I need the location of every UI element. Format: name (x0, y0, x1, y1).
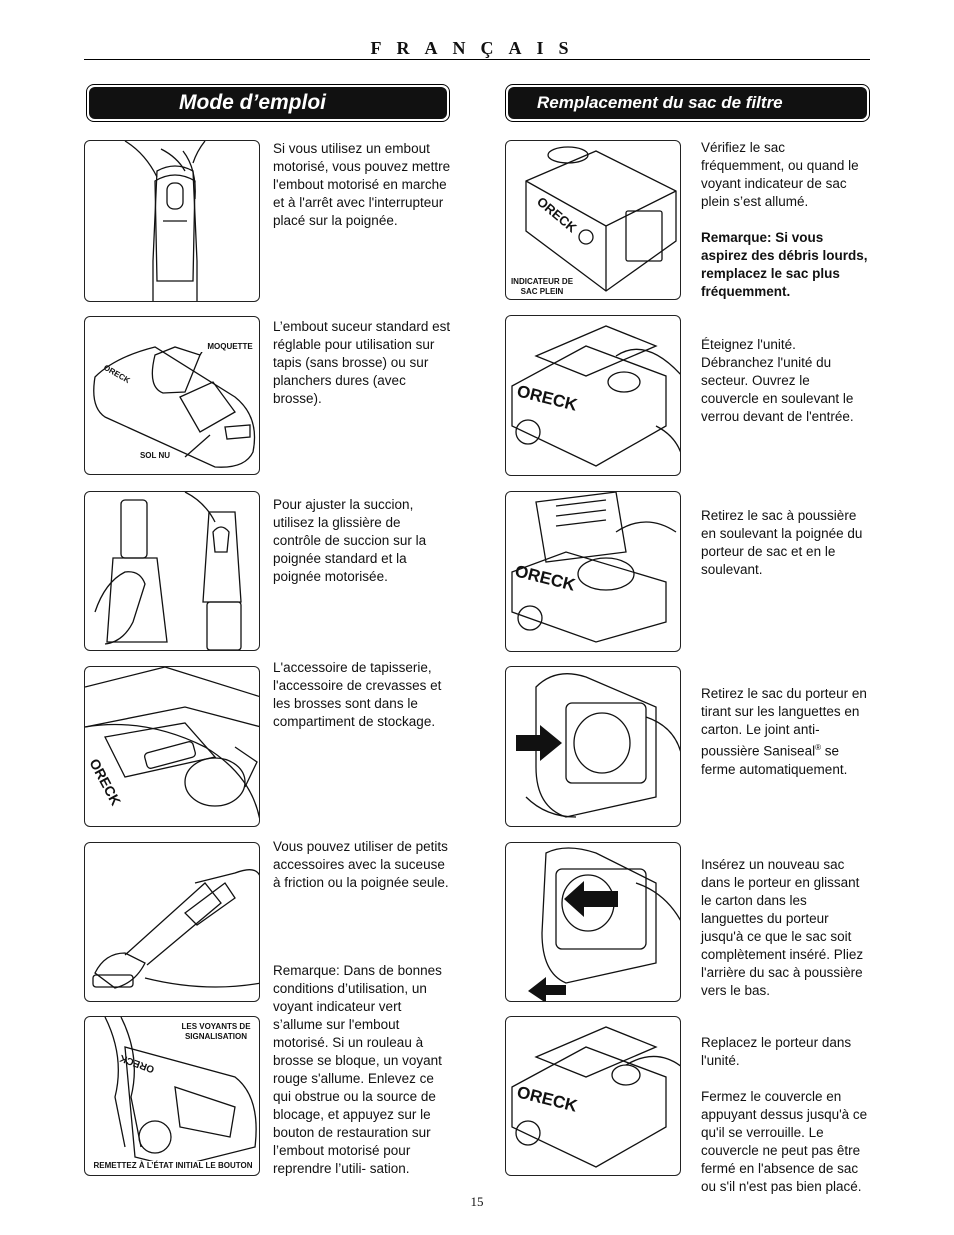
illustration-indicator-lights (84, 1016, 260, 1176)
text-indicator-note: Remarque: Dans de bonnes conditions d’utilisation, un voyant indicateur vert s’allume sur l'embout motorisé. Si un rouleau à brosse se bloque, un voyant rouge s'allume. Enlevez ce qui obstrue ou la source de blocage, et appuyez sur le bouton de restauration sur l’embout motorisé pour reprendre l’utili- sation. (273, 963, 442, 1176)
handle-switch-drawing (85, 141, 260, 302)
left-section-title: Mode d’emploi (89, 87, 447, 119)
suction-slider-drawing (85, 492, 260, 651)
bag-indicator-brand-mark: ORECK (534, 193, 580, 236)
illustration-bag-full-indicator (505, 140, 681, 300)
header-rule (84, 59, 870, 60)
text-suction-control: Pour ajuster la succion, utilisez la glissière de contrôle de succion sur la poignée standard et la poignée motorisée. (273, 497, 427, 584)
storage-brand-mark: ORECK (86, 755, 125, 809)
open-cover-drawing (506, 316, 681, 476)
text-check-bag: Vérifiez le sac fréquemment, ou quand le voyant indicateur de sac plein s’est allumé. (701, 140, 859, 209)
label-bare-floor: SOL NU (133, 451, 177, 461)
illustration-suction-control (84, 491, 260, 651)
push-arrow-icon (516, 725, 562, 761)
open-cover-brand-mark: ORECK (515, 381, 580, 415)
label-indicator-lights: LES VOYANTS DE SIGNALISATION (173, 1022, 259, 1042)
text-small-accessories: Vous pouvez utiliser de petits accessoires avec la suceuse à friction ou la poignée seule. (273, 839, 449, 890)
close-cover-drawing (506, 1017, 681, 1176)
illustration-open-cover (505, 315, 681, 476)
close-cover-brand-mark: ORECK (515, 1082, 580, 1116)
remove-bag-drawing (506, 492, 681, 652)
text-replace-carrier: Replacez le porteur dans l'unité. (701, 1035, 852, 1068)
text-heavy-debris-note: Remarque: Si vous aspirez des débris lourds, remplacez le sac plus fréquemment. (701, 230, 868, 299)
text-bag-carrier-main: Retirez le sac du porteur en tirant sur les languettes en carton. Le joint anti-poussière Saniseal (701, 686, 867, 759)
right-section-header (505, 84, 870, 122)
page-number: 15 (470, 1194, 484, 1209)
registered-mark: ® (815, 743, 821, 752)
text-motor-switch: Si vous utilisez un embout motorisé, vous pouvez mettre l'embout motorisé en marche et à l'arrêt avec l'interrupteur placé sur la poignée. (273, 141, 451, 228)
text-insert-bag: Insérez un nouveau sac dans le porteur en glissant le carton dans les languettes du porteur jusqu'à ce que le sac soit complètement inséré. Pliez l'arrière du sac à poussière vers le bas. (701, 857, 864, 998)
left-section-header (86, 84, 450, 122)
illustration-small-accessories (84, 842, 260, 1002)
small-accessory-drawing (85, 843, 260, 1002)
powerhead-brand-mark: ORECK (118, 1051, 157, 1075)
illustration-storage-compartment (84, 666, 260, 827)
text-close-cover: Fermez le couvercle en appuyant dessus jusqu'à ce qu'il se verrouille. Le couvercle ne peut pas être fermé en l'absence de sac ou s'il n'est pas bien placé. (701, 1089, 868, 1194)
bag-carrier-drawing (506, 667, 681, 827)
text-bag-carrier-end: se ferme automatiquement. (701, 743, 848, 777)
language-header: FRANÇAIS (370, 38, 584, 58)
illustration-insert-bag (505, 842, 681, 1002)
text-open-cover: Éteignez l'unité. Débranchez l'unité du secteur. Ouvrez le couvercle en soulevant le verrou devant de l'entrée. (701, 337, 854, 424)
text-remove-bag: Retirez le sac à poussière en soulevant la poignée du porteur de sac et en le soulevant. (701, 508, 863, 577)
label-bag-full-indicator: INDICATEUR DE SAC PLEIN (508, 277, 576, 297)
nozzle-brand-mark: ORECK (102, 362, 132, 386)
label-carpet: MOQUETTE (201, 342, 259, 352)
text-bag-carrier (701, 685, 871, 779)
text-standard-nozzle: L’embout suceur standard est réglable pour utilisation sur tapis (sans brosse) ou sur planchers dures (avec brosse). (273, 319, 451, 406)
text-storage: L'accessoire de tapisserie, l'accessoire de crevasses et les brosses sont dans le compartiment de stockage. (273, 660, 442, 729)
illustration-motor-handle (84, 140, 260, 302)
illustration-remove-bag (505, 491, 681, 652)
insert-arrow-icon (564, 881, 618, 917)
insert-bag-drawing (506, 843, 681, 1002)
remove-bag-brand-mark: ORECK (513, 561, 578, 595)
label-reset-button: REMETTEZ À L’ÉTAT INITIAL LE BOUTON (87, 1161, 259, 1171)
illustration-floor-nozzle (84, 316, 260, 475)
illustration-close-cover (505, 1016, 681, 1176)
right-section-title: Remplacement du sac de filtre (508, 87, 867, 119)
storage-compartment-drawing (85, 667, 260, 827)
illustration-bag-carrier (505, 666, 681, 827)
